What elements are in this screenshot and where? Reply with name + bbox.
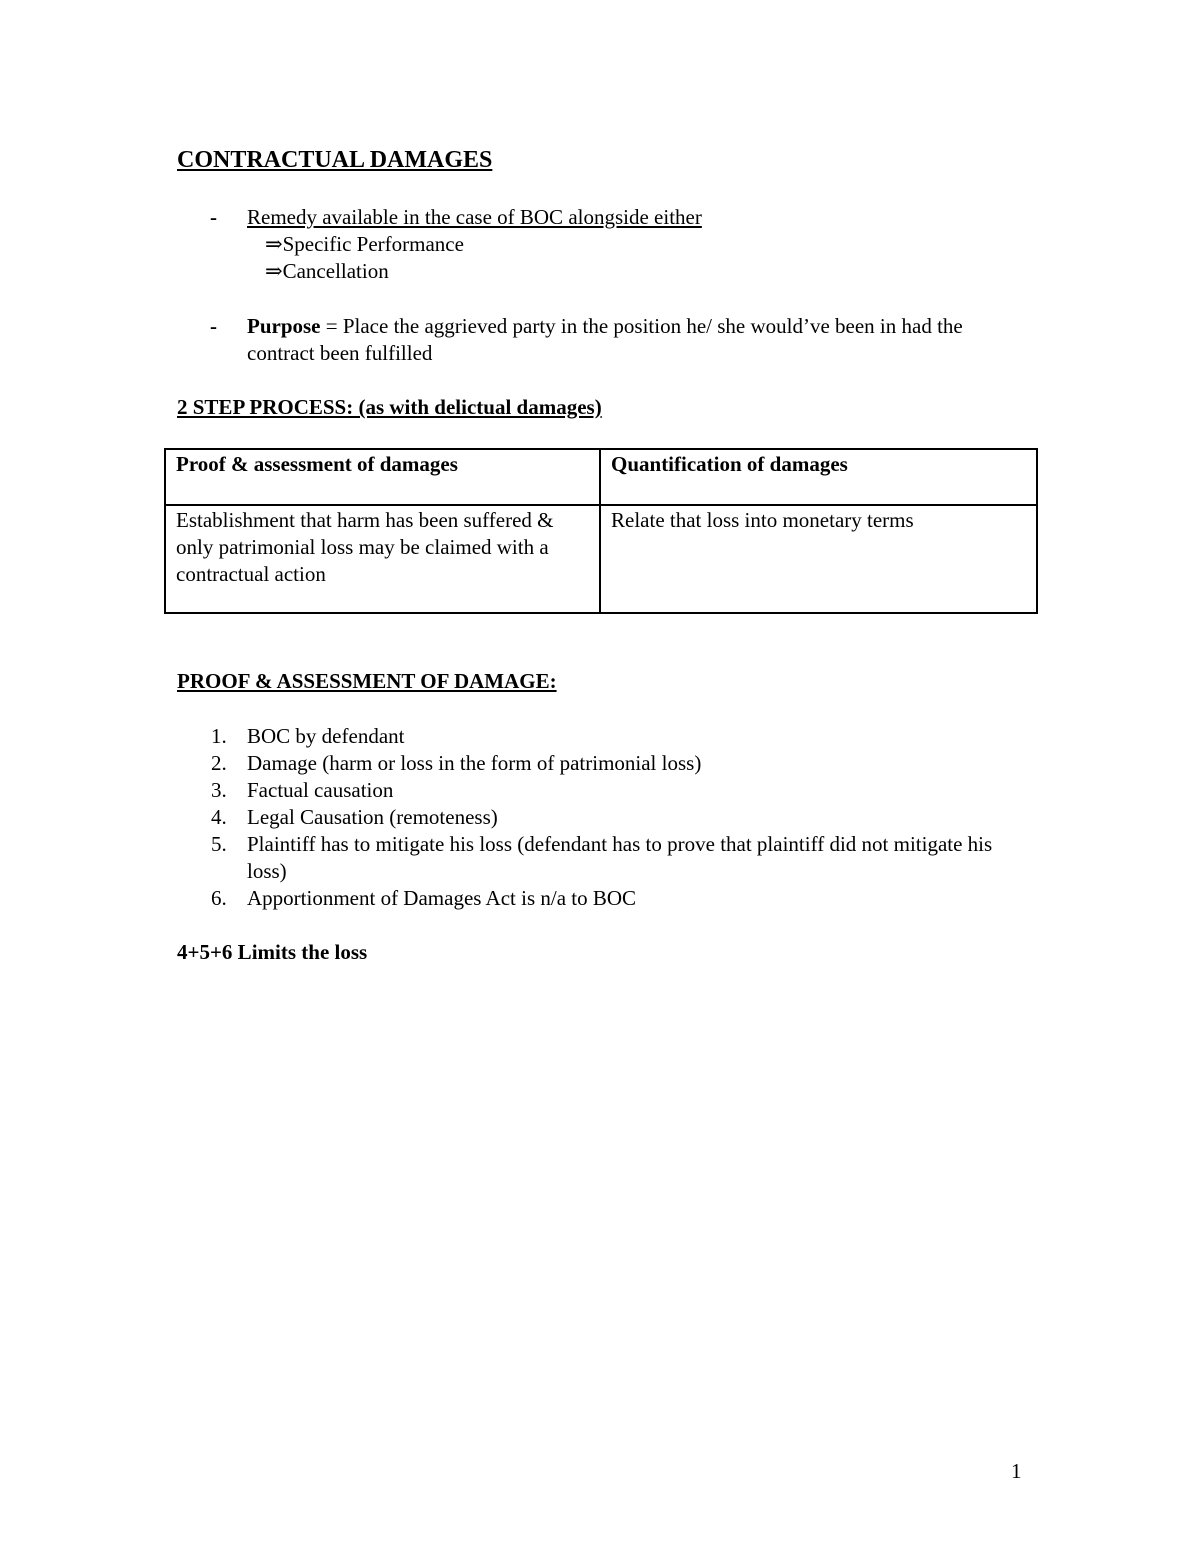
list-item-text: Legal Causation (remoteness) (247, 805, 498, 829)
list-item-text: Plaintiff has to mitigate his loss (defendant has to prove that plaintiff did not mitigate his loss) (247, 832, 993, 883)
remedy-option-specific-performance: ⇒Specific Performance (265, 232, 464, 256)
list-item (177, 723, 997, 750)
remedy-option-cancellation: ⇒Cancellation (265, 259, 389, 283)
list-item-text: Damage (harm or loss in the form of patrimonial loss) (247, 751, 702, 775)
process-heading: 2 STEP PROCESS: (as with delictual damages) (177, 395, 602, 419)
bullet-dash: - (210, 205, 217, 229)
purpose-label: Purpose (247, 314, 321, 338)
limits-note: 4+5+6 Limits the loss (177, 940, 368, 964)
table-header-quantification: Quantification of damages (600, 449, 1037, 505)
list-item (177, 777, 997, 804)
list-item (177, 885, 997, 912)
list-item (177, 831, 997, 885)
page-number: 1 (1011, 1459, 1022, 1483)
table-header-row (165, 449, 1037, 505)
proof-heading: PROOF & ASSESSMENT OF DAMAGE: (177, 669, 557, 693)
list-item-text: Factual causation (247, 778, 394, 802)
table-row (165, 505, 1037, 613)
list-item-number: 4. (211, 805, 227, 829)
purpose-description: = Place the aggrieved party in the position he/ she would’ve been in had the contract been fulfilled (247, 314, 963, 365)
table-cell-quantification: Relate that loss into monetary terms (600, 505, 1037, 613)
list-item-number: 5. (211, 832, 227, 856)
list-item-number: 6. (211, 886, 227, 910)
list-item (177, 804, 997, 831)
bullet-dash: - (210, 314, 217, 338)
bullet-remedy (210, 204, 1030, 285)
proof-list (177, 723, 997, 912)
remedy-text: Remedy available in the case of BOC alongside either (247, 205, 702, 229)
list-item-number: 3. (211, 778, 227, 802)
table-header-proof: Proof & assessment of damages (165, 449, 600, 505)
list-item-number: 2. (211, 751, 227, 775)
purpose-text (247, 313, 1030, 367)
bullet-purpose (210, 313, 1030, 367)
table-cell-proof: Establishment that harm has been suffered & only patrimonial loss may be claimed with a contractual action (165, 505, 600, 613)
list-item-text: BOC by defendant (247, 724, 405, 748)
list-item-text: Apportionment of Damages Act is n/a to BOC (247, 886, 637, 910)
list-item (177, 750, 997, 777)
list-item-number: 1. (211, 724, 227, 748)
two-step-table (164, 448, 1038, 614)
document-title: CONTRACTUAL DAMAGES (177, 147, 493, 173)
